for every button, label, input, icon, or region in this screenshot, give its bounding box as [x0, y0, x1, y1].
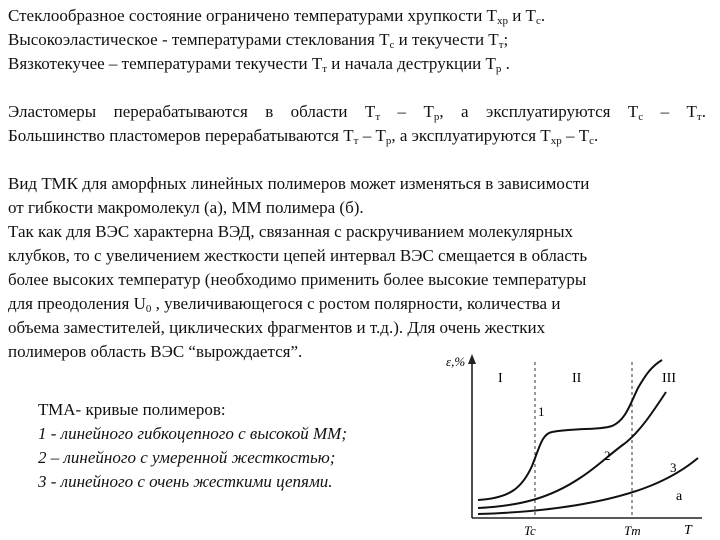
range-line-viscous: Вязкотекучее – температурами текучести $Т_т$ и начала деструкции $Т_р$ . — [8, 54, 510, 75]
tick-label-tt: Tт — [624, 523, 641, 538]
tmk-line-7: объема заместителей, циклических фрагментов и т.д.). Для очень жестких — [8, 318, 546, 337]
region-label-1: I — [498, 371, 503, 386]
region-label-2: II — [572, 371, 582, 386]
tmk-line-3: Так как для ВЭС характерна ВЭД, связанная с раскручиванием молекулярных — [8, 222, 573, 241]
tmk-line-2: от гибкости макромолекул (а), ММ полимера (б). — [8, 198, 364, 217]
tmk-line-6: для преодоления $U_0$ , увеличивающегося с ростом полярности, количества и — [8, 294, 561, 315]
legend-item-3: 3 - линейного с очень жесткими цепями. — [38, 472, 333, 491]
tmk-line-8: полимеров область ВЭС “вырождается”. — [8, 342, 303, 361]
panel-label: а — [676, 489, 683, 504]
region-label-3: III — [662, 371, 676, 386]
tmk-line-5: более высоких температур (необходимо применить более высокие температуры — [8, 270, 587, 289]
tma-curves-figure — [440, 348, 716, 538]
tmk-line-4: клубков, то с увеличением жесткости цепей интервал ВЭС смещается в область — [8, 246, 588, 265]
curve-label-3: 3 — [670, 460, 677, 475]
tick-label-tc: Tc — [524, 523, 536, 538]
curve-label-2: 2 — [604, 448, 611, 463]
range-line-glassy: Стеклообразное состояние ограничено температурами хрупкости $Т_{хр}$ и $Т_с$. — [8, 6, 546, 27]
processing-line-elastomers: Эластомеры перерабатываются в области $Т_т - Т_р$, а эксплуатируются $Т_с - Т_т$. — [8, 102, 706, 123]
curve-1 — [478, 360, 662, 500]
legend-title: ТМА- кривые полимеров: — [38, 400, 226, 419]
curve-label-1: 1 — [538, 404, 545, 419]
range-line-elastic: Высокоэластическое - температурами стеклования $Т_с$ и текучести $Т_т$; — [8, 30, 509, 51]
y-axis-arrow — [468, 354, 476, 364]
y-axis-label: ε,% — [446, 354, 466, 369]
processing-line-plastomers: Большинство пластомеров перерабатываются $Т_т - Т_р$, а эксплуатируются $Т_{хр} - Т_с$. — [8, 126, 599, 147]
tmk-line-1: Вид ТМК для аморфных линейных полимеров может изменяться в зависимости — [8, 174, 590, 193]
legend-item-1: 1 - линейного гибкоцепного с высокой ММ; — [38, 424, 347, 443]
legend-item-2: 2 – линейного с умеренной жесткостью; — [38, 448, 336, 467]
x-axis-label: T — [684, 523, 692, 538]
